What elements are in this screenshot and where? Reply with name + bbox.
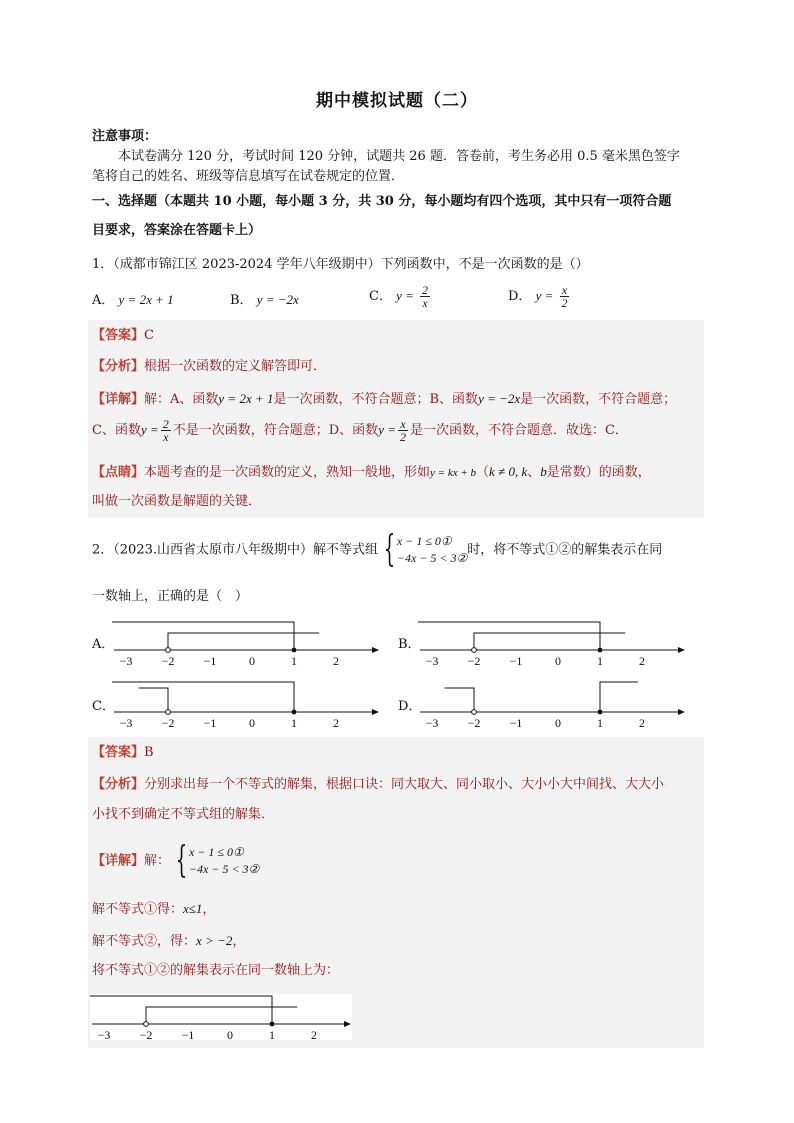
step-math: x > −2 bbox=[196, 933, 233, 948]
q2-analysis-line-1 bbox=[92, 776, 664, 794]
comment-tag: 【点睛】 bbox=[92, 465, 145, 480]
q1-analysis bbox=[92, 358, 326, 376]
q2-option-a-label: A． bbox=[92, 637, 115, 652]
comment-math: b bbox=[540, 464, 547, 479]
option-expression: y = 2x + 1 bbox=[118, 292, 174, 307]
tick-label: 2 bbox=[311, 1028, 317, 1042]
closed-point bbox=[292, 648, 297, 653]
answer-value: B bbox=[144, 745, 154, 760]
q1-option-d bbox=[508, 284, 572, 309]
q1-option-c bbox=[369, 284, 432, 309]
detail-tag: 【详解】 bbox=[92, 853, 145, 869]
step-text: ， bbox=[202, 902, 216, 917]
detail-text: 是一次函数，不符合题意； bbox=[520, 392, 677, 407]
inequality-system bbox=[378, 529, 468, 570]
notice-heading: 注意事项： bbox=[92, 129, 158, 144]
option-label: B． bbox=[230, 293, 253, 308]
q1-answer bbox=[92, 327, 154, 345]
analysis-text: 根据一次函数的定义解答即可． bbox=[144, 359, 327, 374]
answer-tag: 【答案】 bbox=[92, 745, 145, 760]
detail-math: y = bbox=[140, 422, 159, 437]
fraction bbox=[161, 418, 171, 443]
q2-solution-numberline bbox=[90, 990, 352, 1044]
option-label: A． bbox=[92, 293, 115, 308]
detail-text: 不是一次函数，符合题意；D、函数 bbox=[172, 423, 379, 438]
inequality-system bbox=[170, 840, 260, 881]
solution-bar bbox=[418, 622, 600, 650]
q2-answer bbox=[92, 744, 154, 762]
tick-label: −1 bbox=[509, 654, 523, 668]
tick-label: −3 bbox=[119, 716, 133, 730]
inequality-2: −4x − 5 < 3② bbox=[188, 862, 260, 876]
comment-text: （ bbox=[476, 465, 490, 480]
tick-label: −2 bbox=[161, 654, 175, 668]
stem-text: 时，将不等式①②的解集表示在同 bbox=[467, 542, 663, 558]
denominator: 2 bbox=[561, 296, 568, 310]
fraction bbox=[398, 418, 408, 443]
brace: { bbox=[383, 529, 396, 570]
closed-point bbox=[598, 710, 603, 715]
fraction bbox=[420, 284, 430, 309]
detail-text: 解：A、函数 bbox=[144, 392, 219, 407]
q2-step-1 bbox=[92, 900, 215, 919]
solution-bar bbox=[112, 622, 294, 650]
comment-text: 、 bbox=[527, 465, 541, 480]
section-1-heading-line-2: 目要求，答案涂在答题卡上） bbox=[92, 223, 262, 238]
solution-bar bbox=[90, 996, 272, 1024]
notice-line-1: 本试卷满分 120 分，考试时间 120 分钟，试题共 26 题．答卷前，考生务必用 0.5 毫米黑色签字 bbox=[118, 149, 680, 164]
step-math: x≤1 bbox=[183, 901, 203, 916]
denominator: 2 bbox=[399, 430, 406, 444]
detail-math: y = 2x + 1 bbox=[218, 391, 274, 406]
inequality-2: −4x − 5 < 3② bbox=[396, 551, 468, 565]
tick-label: 0 bbox=[555, 654, 561, 668]
q2-stem-line-2: 一数轴上，正确的是（ ） bbox=[92, 589, 249, 604]
numerator: 2 bbox=[162, 417, 169, 431]
solution-bar bbox=[112, 682, 294, 712]
q2-analysis-line-2: 小找不到确定不等式组的解集． bbox=[92, 807, 275, 822]
tick-label: 1 bbox=[291, 716, 297, 730]
analysis-text: 分别求出每一个不等式的解集，根据口诀：同大取大、同小取小、大小小大中间找、大大小 bbox=[144, 777, 665, 792]
tick-label: 1 bbox=[597, 716, 603, 730]
axis-arrow-icon bbox=[678, 647, 685, 653]
fraction bbox=[560, 284, 570, 309]
page-title: 期中模拟试题（二） bbox=[316, 91, 478, 111]
q2-option-b-label: B． bbox=[398, 637, 421, 652]
answer-value: C bbox=[144, 328, 154, 343]
q2-detail bbox=[92, 840, 260, 881]
solution-bar bbox=[445, 688, 474, 712]
detail-math: y = −2x bbox=[478, 391, 521, 406]
tick-label: 2 bbox=[639, 654, 645, 668]
axis-arrow-icon bbox=[372, 709, 379, 715]
tick-label: −1 bbox=[181, 1028, 195, 1042]
tick-label: 0 bbox=[249, 654, 255, 668]
open-point bbox=[166, 648, 171, 653]
tick-label: −2 bbox=[467, 654, 481, 668]
step-text: 解不等式②，得： bbox=[92, 934, 197, 949]
numerator: x bbox=[400, 417, 406, 431]
option-lhs: y = bbox=[396, 288, 414, 303]
axis-arrow-icon bbox=[678, 709, 685, 715]
q1-detail-line-2 bbox=[92, 418, 628, 443]
comment-math: y = kx + b bbox=[430, 467, 477, 479]
tick-label: 1 bbox=[597, 654, 603, 668]
option-expression: y = −2x bbox=[256, 292, 299, 307]
tick-label: −1 bbox=[203, 654, 217, 668]
detail-text: 是一次函数，不符合题意；B、函数 bbox=[273, 392, 479, 407]
q2-step-3: 将不等式①②的解集表示在同一数轴上为： bbox=[92, 963, 340, 978]
axis-arrow-icon bbox=[372, 647, 379, 653]
comment-math: k ≠ 0, k bbox=[489, 464, 528, 479]
tick-label: 0 bbox=[249, 716, 255, 730]
open-point bbox=[472, 648, 477, 653]
q2-option-d-numberline bbox=[418, 678, 686, 732]
answer-tag: 【答案】 bbox=[92, 328, 145, 343]
q2-option-c-numberline bbox=[112, 678, 380, 732]
tick-label: −2 bbox=[139, 1028, 153, 1042]
tick-label: 0 bbox=[555, 716, 561, 730]
q1-stem: 1．（成都市锦江区 2023-2024 学年八年级期中）下列函数中，不是一次函数的是（） bbox=[92, 257, 589, 272]
detail-math: y = bbox=[378, 422, 396, 437]
q2-step-2 bbox=[92, 932, 245, 951]
detail-text: 是一次函数，不符合题意．故选：C． bbox=[409, 423, 628, 438]
section-1-heading-line-1: 一、选择题（本题共 10 小题，每小题 3 分，共 30 分，每小题均有四个选项，其中只有一项符合题 bbox=[92, 194, 672, 209]
q2-option-d-label: D． bbox=[398, 699, 422, 714]
step-text: ， bbox=[232, 934, 246, 949]
q2-option-c-label: C． bbox=[92, 699, 115, 714]
closed-point bbox=[292, 710, 297, 715]
tick-label: 2 bbox=[639, 716, 645, 730]
q1-detail-line-1 bbox=[92, 390, 676, 409]
option-label: C． bbox=[369, 289, 392, 304]
tick-label: 0 bbox=[227, 1028, 233, 1042]
detail-text: C、函数 bbox=[92, 423, 141, 438]
inequality-1: x − 1 ≤ 0① bbox=[188, 845, 244, 859]
q2-stem-line-1 bbox=[92, 529, 663, 570]
numerator: x bbox=[561, 283, 568, 297]
detail-text: 解： bbox=[144, 853, 171, 869]
solution-bar bbox=[146, 1007, 297, 1024]
q2-option-a-numberline bbox=[112, 616, 380, 670]
numerator: 2 bbox=[422, 283, 429, 297]
analysis-tag: 【分析】 bbox=[92, 359, 145, 374]
tick-label: 2 bbox=[333, 654, 339, 668]
q2-option-b-numberline bbox=[418, 616, 686, 670]
brace: { bbox=[175, 840, 188, 881]
tick-label: −3 bbox=[97, 1028, 111, 1042]
comment-text: 本题考查的是一次函数的定义，熟知一般地，形如 bbox=[144, 465, 431, 480]
tick-label: −2 bbox=[467, 716, 481, 730]
open-point bbox=[144, 1022, 149, 1027]
tick-label: −3 bbox=[425, 716, 439, 730]
closed-point bbox=[270, 1022, 275, 1027]
tick-label: −3 bbox=[425, 654, 439, 668]
detail-tag: 【详解】 bbox=[92, 392, 145, 407]
closed-point bbox=[598, 648, 603, 653]
solution-bar bbox=[139, 688, 168, 712]
comment-text: 是常数）的函数， bbox=[546, 465, 651, 480]
tick-label: −3 bbox=[119, 654, 133, 668]
tick-label: 1 bbox=[291, 654, 297, 668]
stem-text: 2．（2023.山西省太原市八年级期中）解不等式组 bbox=[92, 542, 378, 558]
tick-label: 1 bbox=[269, 1028, 275, 1042]
q1-option-b bbox=[230, 291, 299, 310]
solution-bar bbox=[168, 633, 319, 650]
open-point bbox=[472, 710, 477, 715]
tick-label: −2 bbox=[161, 716, 175, 730]
notice-line-2: 笔将自己的姓名、班级等信息填写在试卷规定的位置． bbox=[92, 169, 405, 184]
solution-bar bbox=[474, 633, 625, 650]
option-label: D． bbox=[508, 289, 532, 304]
q1-comment-line-2: 叫做一次函数是解题的关键． bbox=[92, 494, 262, 509]
axis-arrow-icon bbox=[344, 1021, 351, 1027]
open-point bbox=[166, 710, 171, 715]
tick-label: −1 bbox=[509, 716, 523, 730]
q1-option-a bbox=[92, 291, 174, 310]
solution-bar bbox=[600, 682, 638, 712]
tick-label: 2 bbox=[333, 716, 339, 730]
inequality-1: x − 1 ≤ 0① bbox=[396, 534, 452, 548]
tick-label: −1 bbox=[203, 716, 217, 730]
denominator: x bbox=[422, 296, 428, 310]
denominator: x bbox=[163, 430, 169, 444]
analysis-tag: 【分析】 bbox=[92, 777, 145, 792]
q1-comment-line-1 bbox=[92, 463, 651, 482]
step-text: 解不等式①得： bbox=[92, 902, 184, 917]
option-lhs: y = bbox=[535, 288, 554, 303]
